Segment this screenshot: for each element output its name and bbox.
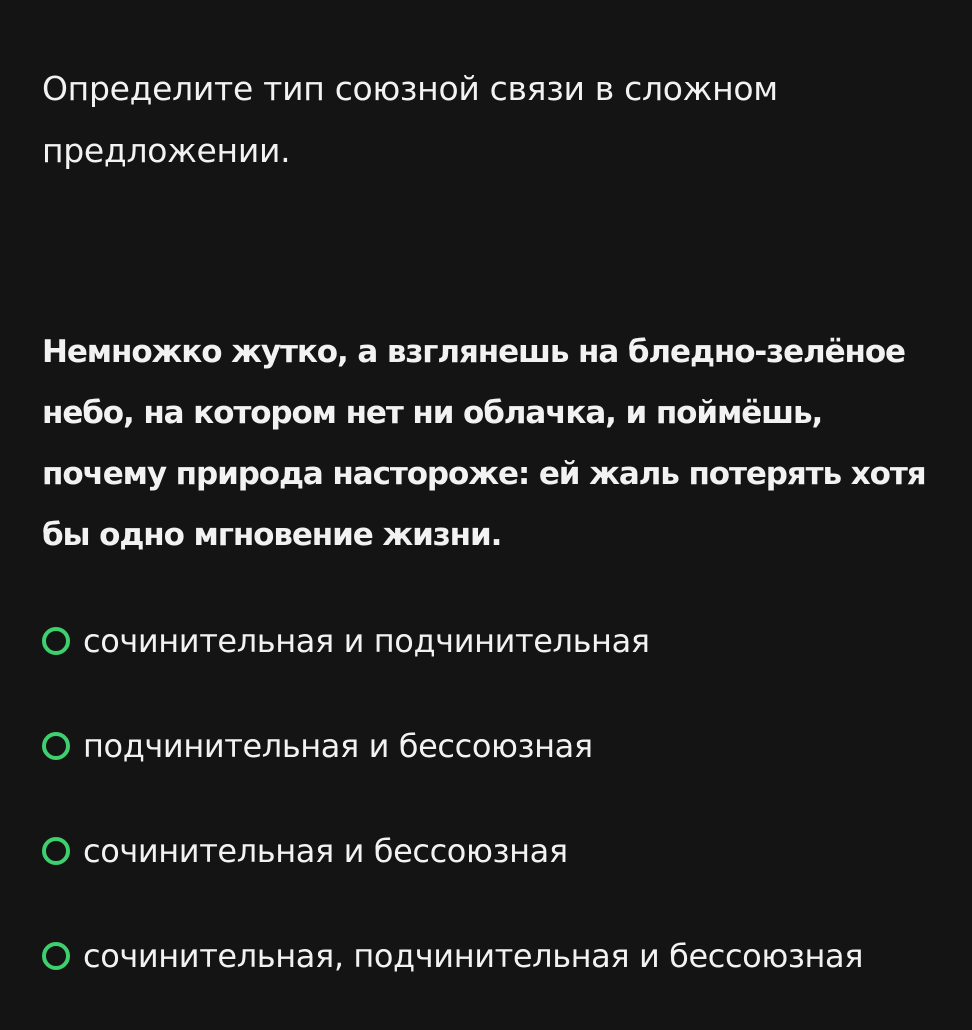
question-text: Определите тип союзной связи в сложном предложении.	[42, 69, 778, 170]
answer-option-label: сочинительная, подчинительная и бессоюзная	[83, 937, 864, 975]
answer-option-label: сочинительная и подчинительная	[83, 622, 650, 660]
radio-button-icon[interactable]	[42, 627, 70, 655]
answer-option-label: сочинительная и бессоюзная	[83, 832, 568, 870]
radio-button-icon[interactable]	[42, 837, 70, 865]
answer-option-label: подчинительная и бессоюзная	[83, 727, 593, 765]
answer-option-1[interactable]	[42, 610, 962, 672]
radio-button-icon[interactable]	[42, 732, 70, 760]
answer-option-2[interactable]	[42, 715, 962, 777]
radio-button-icon[interactable]	[42, 942, 70, 970]
answer-option-3[interactable]	[42, 820, 962, 882]
answer-options	[42, 610, 962, 1030]
answer-option-4[interactable]	[42, 925, 962, 987]
example-sentence: Немножко жутко, а взглянешь на бледно-зелёное небо, на котором нет ни облачка, и поймёшь, почему природа настороже: ей жаль потерять хотя бы одно мгновение жизни.	[42, 334, 926, 553]
